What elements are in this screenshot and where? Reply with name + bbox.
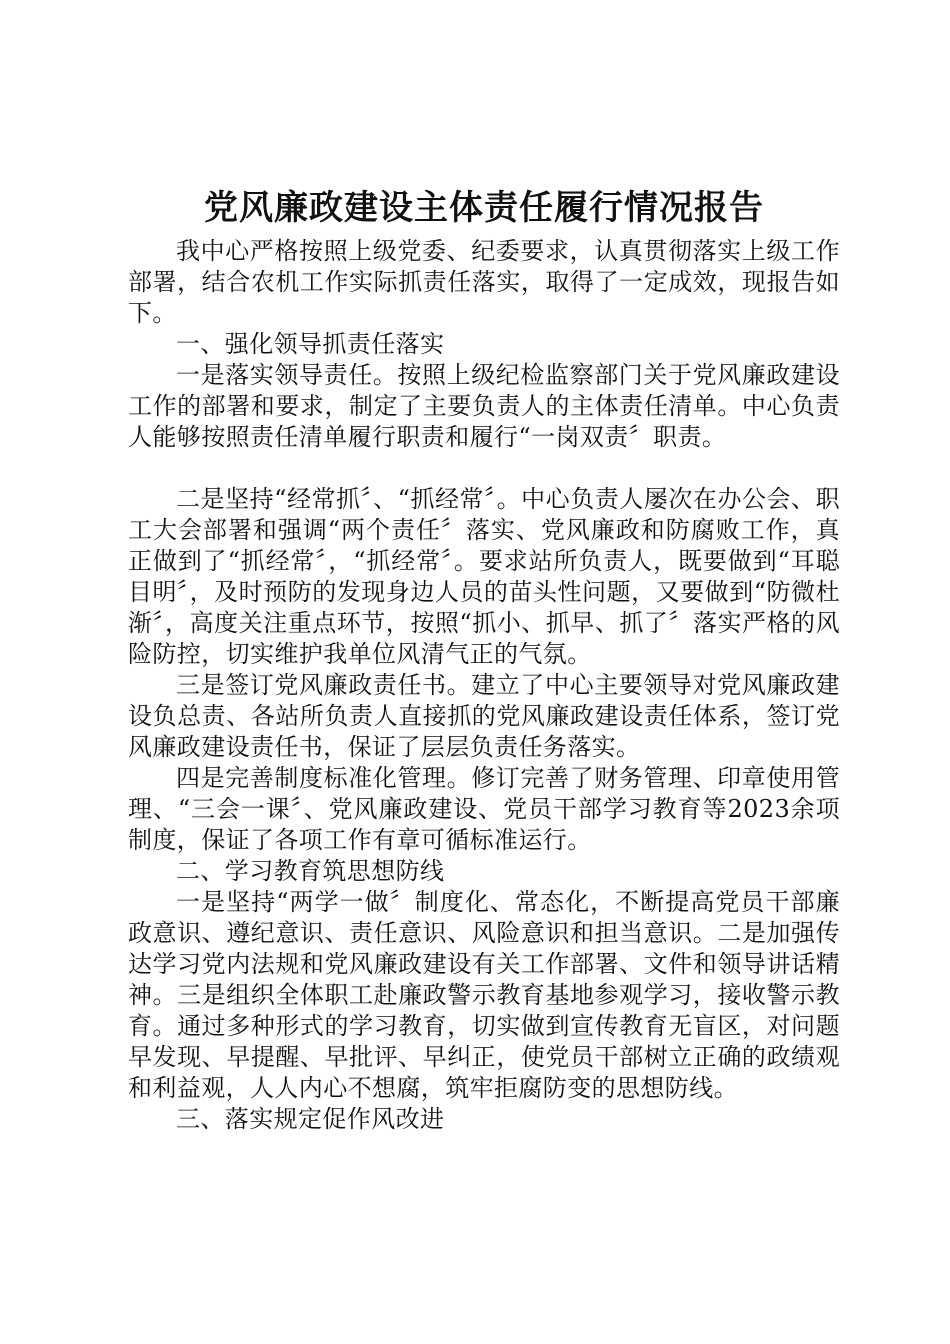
paragraph-leadership-responsibility: 一是落实领导责任。按照上级纪检监察部门关于党风廉政建设工作的部署和要求，制定了主要负责人的主体责任清单。中心负责人能够按照责任清单履行职责和履行“一岗双责〞职责。	[128, 361, 840, 451]
intro-paragraph: 我中心严格按照上级党委、纪委要求，认真贯彻落实上级工作部署，结合农机工作实际抓责任落实，取得了一定成效，现报告如下。	[128, 237, 840, 327]
section-heading-2: 二、学习教育筑思想防线	[176, 857, 445, 885]
paragraph-regular-supervision: 二是坚持“经常抓〞、“抓经常〞。中心负责人屡次在办公会、职工大会部署和强调“两个责任〞落实、党风廉政和防腐败工作，真正做到了“抓经常〞，“抓经常〞。要求站所负责人，既要做到“耳聪目明〞，及时预防的发现身边人员的苗头性问题，又要做到“防微杜渐〞，高度关注重点环节，按照“抓小、抓早、抓了〞落实严格的风险防控，切实维护我单位风清气正的气氛。	[128, 485, 840, 668]
paragraph-responsibility-letter: 三是签订党风廉政责任书。建立了中心主要领导对党风廉政建设负总责、各站所负责人直接抓的党风廉政建设责任体系，签订党风廉政建设责任书，保证了层层负责任务落实。	[128, 671, 840, 761]
section-heading-3: 三、落实规定促作风改进	[176, 1105, 445, 1133]
paragraph-system-management: 四是完善制度标准化管理。修订完善了财务管理、印章使用管理、“三会一课〞、党风廉政建设、党员干部学习教育等2023余项制度，保证了各项工作有章可循标准运行。	[128, 764, 840, 854]
section-heading-1: 一、强化领导抓责任落实	[176, 330, 445, 358]
document-title: 党风廉政建设主体责任履行情况报告	[204, 188, 764, 228]
blank-line	[128, 453, 840, 484]
document-body	[128, 236, 840, 1135]
paragraph-study-education: 一是坚持“两学一做〞制度化、常态化，不断提高党员干部廉政意识、遵纪意识、责任意识、风险意识和担当意识。二是加强传达学习党内法规和党风廉政建设有关工作部署、文件和领导讲话精神。三是组织全体职工赴廉政警示教育基地参观学习，接收警示教育。通过多种形式的学习教育，切实做到宣传教育无盲区，对问题早发现、早提醒、早批评、早纠正，使党员干部树立正确的政绩观和利益观，人人内心不想腐，筑牢拒腐防变的思想防线。	[128, 888, 840, 1102]
